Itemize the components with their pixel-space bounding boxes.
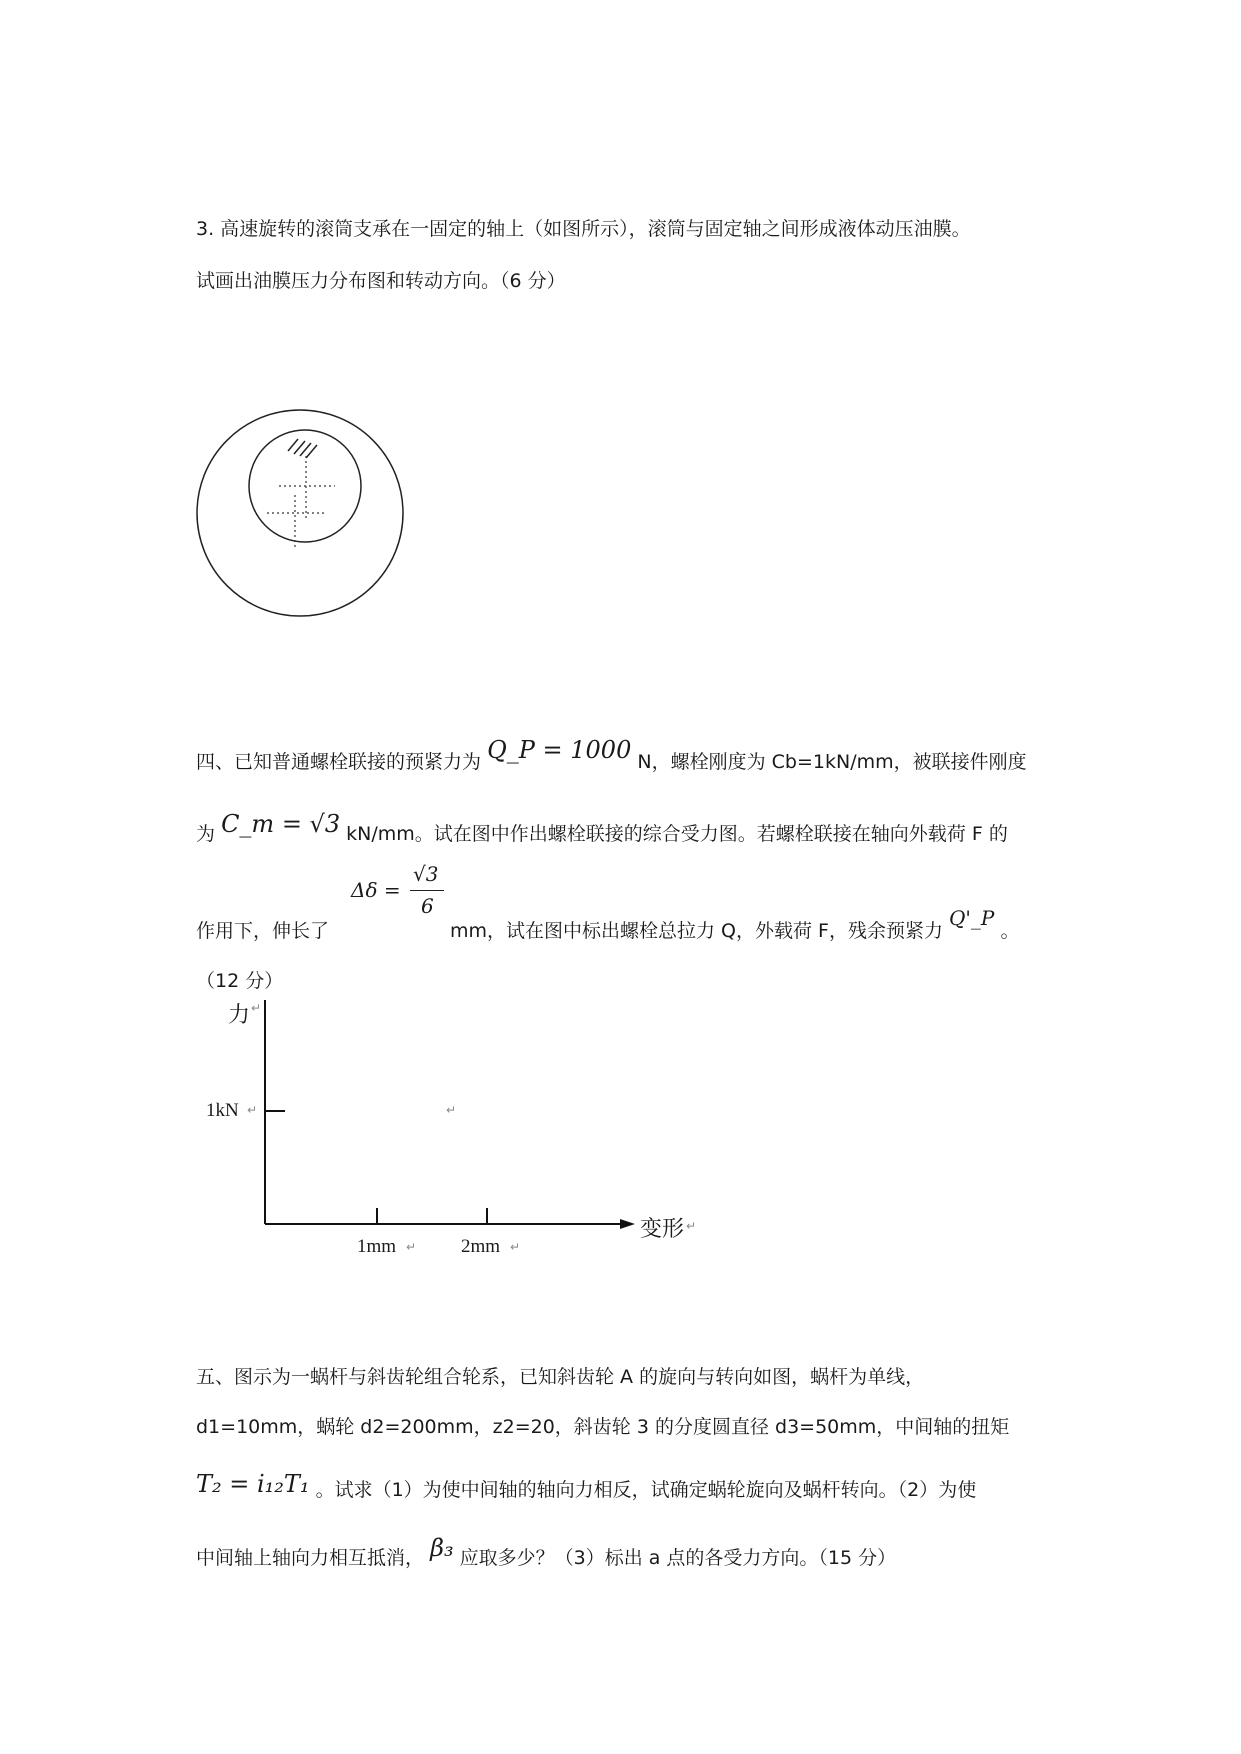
q3-text-line1: 3. 高速旋转的滚筒支承在一固定的轴上（如图所示），滚筒与固定轴之间形成液体动压油膜。 [196, 218, 971, 240]
q5-line3: T₂ = i₁₂T₁ 。试求（1）为使中间轴的轴向力相反，试确定蜗轮旋向及蜗杆转向。（2）为使 [196, 1470, 977, 1501]
return-mark-1: ↵ [251, 1001, 262, 1015]
x-axis-label: 变形 [640, 1217, 685, 1242]
q5-line2: d1=10mm，蜗轮 d2=200mm，z2=20，斜齿轮 3 的分度圆直径 d3=50mm，中间轴的扭矩 [196, 1416, 1010, 1438]
formula-delta-lhs: Δδ = [351, 878, 401, 902]
formula-cm: C_m = √3 [221, 810, 341, 838]
q4-line2: 为 C_m = √3 kN/mm。试在图中作出螺栓联接的综合受力图。若螺栓联接在轴向外载荷 F 的 [196, 810, 1008, 845]
drum-shaft-figure [195, 400, 415, 630]
return-mark-6: ↵ [510, 1240, 521, 1254]
fraction-bar [410, 890, 444, 891]
q4-line1: 四、已知普通螺栓联接的预紧力为 Q_P = 1000 N，螺栓刚度为 Cb=1kN/mm，被联接件刚度 [196, 736, 1027, 773]
q3-text-line2: 试画出油膜压力分布图和转动方向。（6 分） [196, 270, 566, 292]
ytick-label-1kn: 1kN [206, 1100, 239, 1121]
q4-line4: （12 分） [196, 970, 284, 992]
return-mark-5: ↵ [406, 1240, 417, 1254]
q4-line3: 作用下，伸长了 [196, 920, 330, 942]
q5-line4: 中间轴上轴向力相互抵消， β₃ 应取多少？（3）标出 a 点的各受力方向。（15 分） [196, 1534, 897, 1569]
xtick-label-2mm: 2mm [461, 1236, 501, 1257]
q4-line3b: mm，试在图中标出螺栓总拉力 Q，外载荷 F，残余预紧力 Q'_P 。 [450, 906, 1020, 942]
y-axis-label: 力 [228, 1003, 251, 1028]
hatch-marks [288, 439, 317, 458]
formula-qp: Q_P = 1000 [487, 736, 632, 764]
formula-delta-num: √3 [413, 862, 439, 886]
return-mark-4: ↵ [686, 1219, 697, 1233]
return-mark-2: ↵ [247, 1103, 258, 1117]
x-axis-arrow [620, 1219, 635, 1229]
formula-qp-residual: Q'_P [949, 906, 995, 930]
formula-delta-den: 6 [421, 894, 434, 918]
formula-t2: T₂ = i₁₂T₁ [196, 1470, 310, 1498]
q5-line1: 五、图示为一蜗杆与斜齿轮组合轮系，已知斜齿轮 A 的旋向与转向如图，蜗杆为单线， [196, 1366, 925, 1388]
return-mark-3: ↵ [446, 1103, 457, 1117]
xtick-label-1mm: 1mm [357, 1236, 397, 1257]
formula-beta3: β₃ [430, 1534, 454, 1562]
